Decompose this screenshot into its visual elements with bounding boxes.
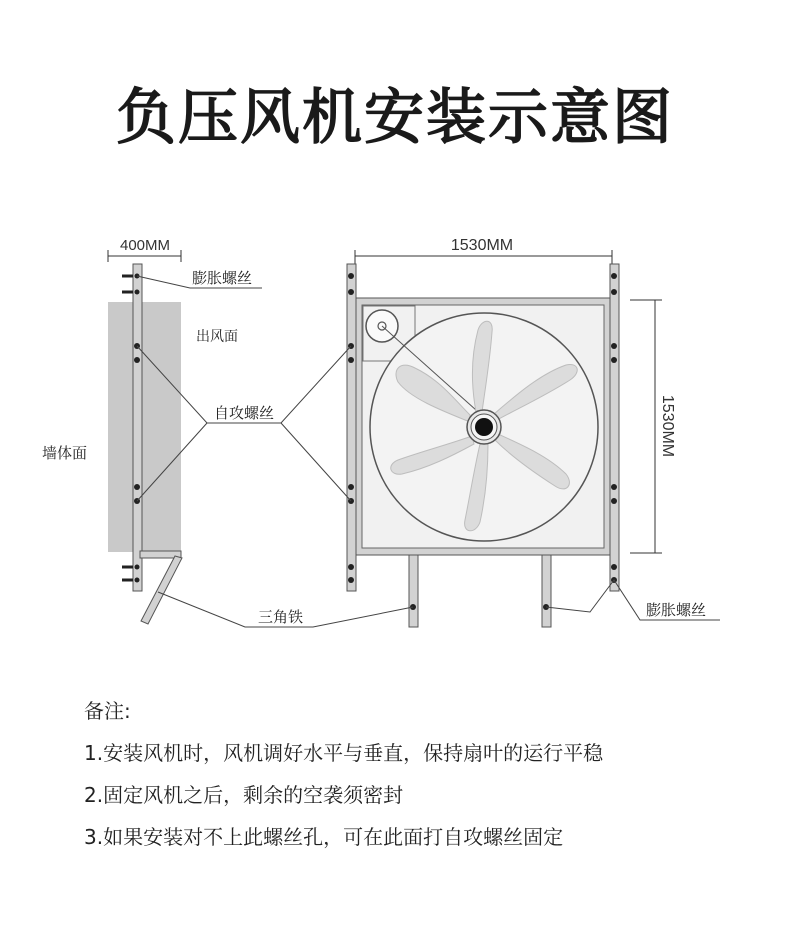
wall-surface-label: 墙体面 [42, 444, 88, 462]
side-view [108, 237, 182, 624]
triangle-iron-bracket [140, 551, 182, 624]
left-post [347, 264, 356, 591]
air-outlet-label: 出风面 [196, 329, 238, 345]
height-dimension [630, 300, 662, 553]
expansion-bolt-label-top: 膨胀螺丝 [192, 269, 253, 287]
wall-surface [108, 302, 181, 552]
height-dimension-label: 1530MM [659, 394, 676, 458]
front-view [347, 237, 676, 627]
note-item-2: 2.固定风机之后，剩余的空袭须密封 [84, 783, 404, 807]
note-item-1: 1.安装风机时，风机调好水平与垂直，保持扇叶的运行平稳 [84, 741, 604, 765]
notes-section [84, 696, 603, 864]
triangle-iron-label: 三角铁 [258, 608, 304, 626]
note-item-3: 3.如果安装对不上此螺丝孔，可在此面打自攻螺丝固定 [84, 825, 564, 849]
width-dimension-label: 1530MM [450, 237, 514, 254]
expansion-bolt-label-bottom: 膨胀螺丝 [646, 601, 707, 619]
depth-dimension-label: 400MM [119, 237, 171, 254]
notes-heading: 备注: [84, 699, 131, 723]
side-frame-post [133, 264, 142, 591]
left-leg [409, 555, 418, 627]
right-post [610, 264, 619, 591]
fan-shaft [475, 418, 493, 436]
self-tapping-screw-label: 自攻螺丝 [213, 404, 275, 422]
right-leg [542, 555, 551, 627]
page-title: 负压风机安装示意图 [116, 83, 674, 153]
